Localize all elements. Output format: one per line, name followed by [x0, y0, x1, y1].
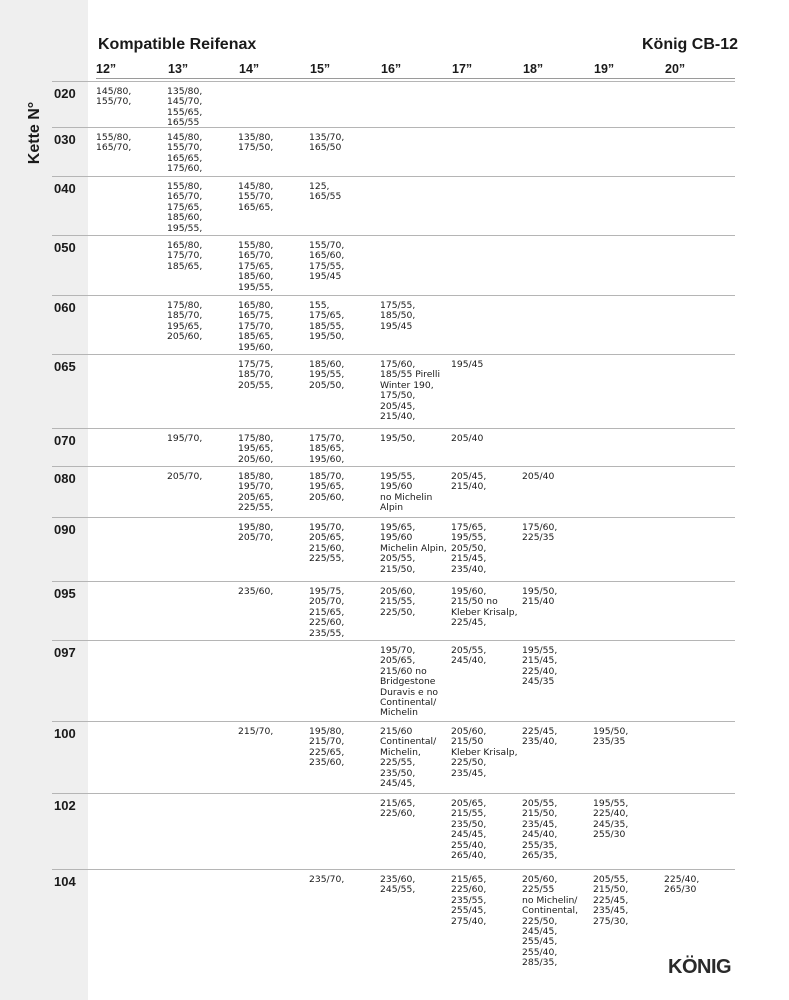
table-cell: 205/65, 215/55, 235/50, 245/45, 255/40, 265/40,: [451, 798, 487, 862]
chain-number: 070: [54, 433, 76, 448]
table-cell: 155/80, 165/70, 175/65, 185/60, 195/55,: [167, 181, 203, 234]
table-cell: 145/80, 155/70, 165/65,: [238, 181, 274, 213]
table-row: [52, 81, 735, 128]
chain-number: 095: [54, 586, 76, 601]
table-row: [52, 354, 735, 429]
chain-number: 097: [54, 645, 76, 660]
table-cell: 175/70, 185/65, 195/60,: [309, 433, 345, 465]
table-cell: 195/50,: [380, 433, 416, 444]
table-cell: 215/60 Continental/ Michelin, 225/55, 235/50, 245/45,: [380, 726, 437, 790]
model-title: König CB-12: [642, 36, 738, 53]
table-row: [52, 176, 735, 236]
table-cell: 145/80, 155/70, 165/65, 175/60,: [167, 132, 203, 175]
table-cell: 175/80, 195/65, 205/60,: [238, 433, 274, 465]
table-row: [52, 640, 735, 722]
table-cell: 185/80, 195/70, 205/65, 225/55,: [238, 471, 274, 514]
table-row: [52, 721, 735, 794]
table-cell: 195/60, 215/50 no Kleber Krisalp, 225/45,: [451, 586, 518, 629]
table-cell: 235/70,: [309, 874, 345, 885]
table-cell: 165/80, 165/75, 175/70, 185/65, 195/60,: [238, 300, 274, 353]
chain-number: 102: [54, 798, 76, 813]
table-cell: 175/60, 225/35: [522, 522, 558, 544]
table-cell: 155/70, 165/60, 175/55, 195/45: [309, 240, 345, 283]
table-cell: 195/55, 215/45, 225/40, 245/35: [522, 645, 558, 688]
table-cell: 195/80, 205/70,: [238, 522, 274, 544]
table-row: [52, 793, 735, 870]
table-cell: 195/70, 205/65, 215/60, 225/55,: [309, 522, 345, 565]
table-cell: 155, 175/65, 185/55, 195/50,: [309, 300, 345, 343]
size-header-row: [96, 62, 735, 79]
table-cell: 175/55, 185/50, 195/45: [380, 300, 416, 332]
table-cell: 215/65, 225/60,: [380, 798, 416, 820]
table-cell: 205/55, 215/50, 235/45, 245/40, 255/35, 265/35,: [522, 798, 558, 862]
table-cell: 195/70,: [167, 433, 203, 444]
table-cell: 155/80, 165/70, 175/65, 185/60, 195/55,: [238, 240, 274, 293]
table-row: [52, 581, 735, 641]
table-cell: 235/60, 245/55,: [380, 874, 416, 896]
chain-number: 100: [54, 726, 76, 741]
table-row: [52, 428, 735, 467]
table-cell: 195/70, 205/65, 215/60 no Bridgestone Duravis e no Continental/ Michelin: [380, 645, 439, 719]
chain-number: 104: [54, 874, 76, 889]
table-cell: 135/80, 145/70, 155/65, 165/55: [167, 86, 203, 129]
table-cell: 185/70, 195/65, 205/60,: [309, 471, 345, 503]
table-cell: 195/50, 215/40: [522, 586, 558, 608]
table-cell: 195/45: [451, 359, 484, 370]
chain-number: 090: [54, 522, 76, 537]
table-cell: 195/75, 205/70, 215/65, 225/60, 235/55,: [309, 586, 345, 639]
table-cell: 135/70, 165/50: [309, 132, 345, 154]
table-cell: 165/80, 175/70, 185/65,: [167, 240, 203, 272]
table-cell: 215/65, 225/60, 235/55, 255/45, 275/40,: [451, 874, 487, 927]
page-title: Kompatible Reifenax: [98, 36, 257, 53]
table-cell: 195/65, 195/60 Michelin Alpin, 205/55, 215/50,: [380, 522, 447, 575]
table-cell: 205/40: [451, 433, 484, 444]
table-cell: 195/50, 235/35: [593, 726, 629, 748]
chain-number: 060: [54, 300, 76, 315]
table-cell: 185/60, 195/55, 205/50,: [309, 359, 345, 391]
size-header-12: 12”: [96, 62, 117, 76]
table-cell: 175/75, 185/70, 205/55,: [238, 359, 274, 391]
chain-number: 030: [54, 132, 76, 147]
table-row: [52, 235, 735, 296]
table-cell: 205/60, 225/55 no Michelin/ Continental, 225/50, 245/45, 255/45, 255/40, 285/35,: [522, 874, 579, 969]
table-cell: 135/80, 175/50,: [238, 132, 274, 154]
table-row: [52, 127, 735, 177]
table-cell: 205/45, 215/40,: [451, 471, 487, 493]
table-cell: 125, 165/55: [309, 181, 342, 203]
table-cell: 175/80, 185/70, 195/65, 205/60,: [167, 300, 203, 343]
table-cell: 175/60, 185/55 Pirelli Winter 190, 175/50, 205/45, 215/40,: [380, 359, 441, 423]
konig-logo: KÖNIG: [668, 956, 732, 978]
chain-number: 050: [54, 240, 76, 255]
size-header-20: 20”: [665, 62, 686, 76]
chain-number: 065: [54, 359, 76, 374]
table-cell: 205/60, 215/50 Kleber Krisalp, 225/50, 235/45,: [451, 726, 518, 779]
table-cell: 215/70,: [238, 726, 274, 737]
size-header-17: 17”: [452, 62, 473, 76]
chain-number-label: Kette N°: [26, 101, 43, 165]
table-cell: 195/80, 215/70, 225/65, 235/60,: [309, 726, 345, 769]
table-cell: 205/60, 215/55, 225/50,: [380, 586, 416, 618]
size-header-13: 13”: [168, 62, 189, 76]
table-cell: 175/65, 195/55, 205/50, 215/45, 235/40,: [451, 522, 487, 575]
table-row: [52, 517, 735, 582]
table-cell: 225/45, 235/40,: [522, 726, 558, 748]
table-row: [52, 466, 735, 518]
table-cell: 225/40, 265/30: [664, 874, 700, 896]
table-cell: 195/55, 195/60 no Michelin Alpin: [380, 471, 433, 514]
size-header-15: 15”: [310, 62, 331, 76]
size-header-18: 18”: [523, 62, 544, 76]
table-cell: 205/40: [522, 471, 555, 482]
table-cell: 235/60,: [238, 586, 274, 597]
table-cell: 195/55, 225/40, 245/35, 255/30: [593, 798, 629, 841]
chain-number: 080: [54, 471, 76, 486]
chain-number: 020: [54, 86, 76, 101]
table-cell: 205/55, 245/40,: [451, 645, 487, 667]
table-row: [52, 295, 735, 355]
size-header-19: 19”: [594, 62, 615, 76]
size-header-16: 16”: [381, 62, 402, 76]
table-cell: 205/55, 215/50, 225/45, 235/45, 275/30,: [593, 874, 629, 927]
table-cell: 205/70,: [167, 471, 203, 482]
table-row: [52, 869, 735, 980]
size-header-14: 14”: [239, 62, 260, 76]
table-cell: 145/80, 155/70,: [96, 86, 132, 108]
table-cell: 155/80, 165/70,: [96, 132, 132, 154]
chain-number: 040: [54, 181, 76, 196]
